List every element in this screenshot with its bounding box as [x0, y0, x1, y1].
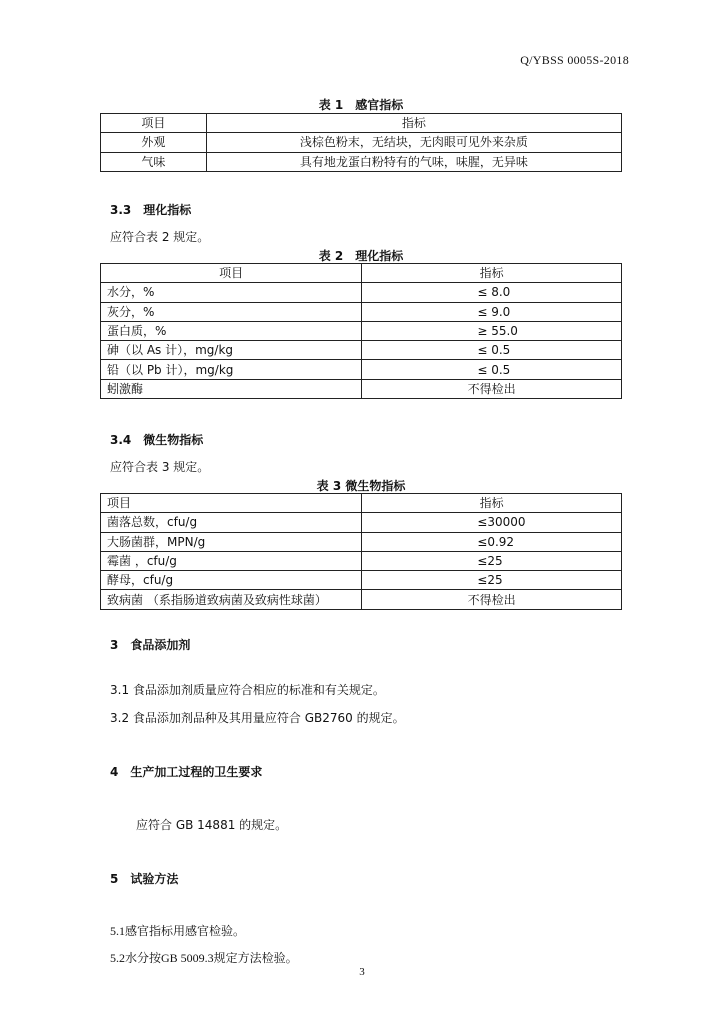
- table-cell: 浅棕色粉末，无结块，无肉眼可见外来杂质: [206, 133, 621, 152]
- section-4-text: 应符合 GB 14881 的规定。: [136, 818, 288, 832]
- table-row: [101, 152, 622, 171]
- table-cell: 不得检出: [362, 379, 622, 398]
- table-cell: 外观: [101, 133, 207, 152]
- table-header-row: [101, 114, 622, 133]
- table-cell: ≤ 0.5: [362, 341, 622, 360]
- table-row: [101, 571, 622, 590]
- table-cell: ≤25: [362, 571, 622, 590]
- table1: [100, 113, 622, 172]
- section-3-title: 3 食品添加剂: [110, 638, 191, 652]
- table-cell: 大肠菌群，MPN/g: [101, 532, 362, 551]
- table-row: [101, 133, 622, 152]
- table-header-cell: 项目: [101, 494, 362, 513]
- table-cell: 菌落总数，cfu/g: [101, 513, 362, 532]
- table1-caption: 表 1 感官指标: [318, 98, 404, 112]
- table-header-cell: 项目: [101, 114, 207, 133]
- section-4-title: 4 生产加工过程的卫生要求: [110, 765, 263, 779]
- table-cell: 气味: [101, 152, 207, 171]
- table-cell: ≤ 0.5: [362, 360, 622, 379]
- page-number: 3: [359, 966, 365, 978]
- table-cell: 铅（以 Pb 计），mg/kg: [101, 360, 362, 379]
- table-cell: ≤30000: [362, 513, 622, 532]
- section-3-3-text: 应符合表 2 规定。: [110, 230, 210, 244]
- table-row: [101, 360, 622, 379]
- table-row: [101, 302, 622, 321]
- table3-caption: 表 3 微生物指标: [316, 479, 406, 493]
- table-row: [101, 532, 622, 551]
- table-row: [101, 590, 622, 609]
- section-3-3-title: 3.3 理化指标: [110, 203, 192, 217]
- section-3-4-text: 应符合表 3 规定。: [110, 460, 210, 474]
- table-cell: 酵母，cfu/g: [101, 571, 362, 590]
- table-row: [101, 283, 622, 302]
- section-5-item-2: 5.2水分按GB 5009.3规定方法检验。: [110, 951, 298, 965]
- table-cell: 水分，%: [101, 283, 362, 302]
- table-cell: 致病菌 （系指肠道致病菌及致病性球菌）: [101, 590, 362, 609]
- table-cell: 灰分，%: [101, 302, 362, 321]
- table-cell: 蚓激酶: [101, 379, 362, 398]
- table-header-row: [101, 494, 622, 513]
- table-row: [101, 513, 622, 532]
- table-header-cell: 指标: [362, 494, 622, 513]
- standard-number: Q/YBSS 0005S-2018: [520, 53, 629, 67]
- table-cell: ≤ 9.0: [362, 302, 622, 321]
- table-row: [101, 341, 622, 360]
- table3: [100, 493, 622, 610]
- table2-caption: 表 2 理化指标: [318, 249, 404, 263]
- table-row: [101, 551, 622, 570]
- section-3-item-2: 3.2 食品添加剂品种及其用量应符合 GB2760 的规定。: [110, 711, 405, 725]
- section-3-4-title: 3.4 微生物指标: [110, 433, 204, 447]
- table-cell: 霉菌 ，cfu/g: [101, 551, 362, 570]
- table-cell: 砷（以 As 计），mg/kg: [101, 341, 362, 360]
- section-5-item-1: 5.1感官指标用感官检验。: [110, 924, 246, 938]
- table-header-cell: 项目: [101, 264, 362, 283]
- table-header-cell: 指标: [206, 114, 621, 133]
- table-row: [101, 379, 622, 398]
- table-header-row: [101, 264, 622, 283]
- section-3-item-1: 3.1 食品添加剂质量应符合相应的标准和有关规定。: [110, 683, 385, 697]
- section-5-title: 5 试验方法: [110, 872, 179, 886]
- table-cell: 具有地龙蛋白粉特有的气味，味腥，无异味: [206, 152, 621, 171]
- table-cell: ≤0.92: [362, 532, 622, 551]
- table-cell: ≥ 55.0: [362, 321, 622, 340]
- table-cell: ≤25: [362, 551, 622, 570]
- table-row: [101, 321, 622, 340]
- table-cell: ≤ 8.0: [362, 283, 622, 302]
- table2: [100, 263, 622, 399]
- table-cell: 蛋白质，%: [101, 321, 362, 340]
- table-cell: 不得检出: [362, 590, 622, 609]
- table-header-cell: 指标: [362, 264, 622, 283]
